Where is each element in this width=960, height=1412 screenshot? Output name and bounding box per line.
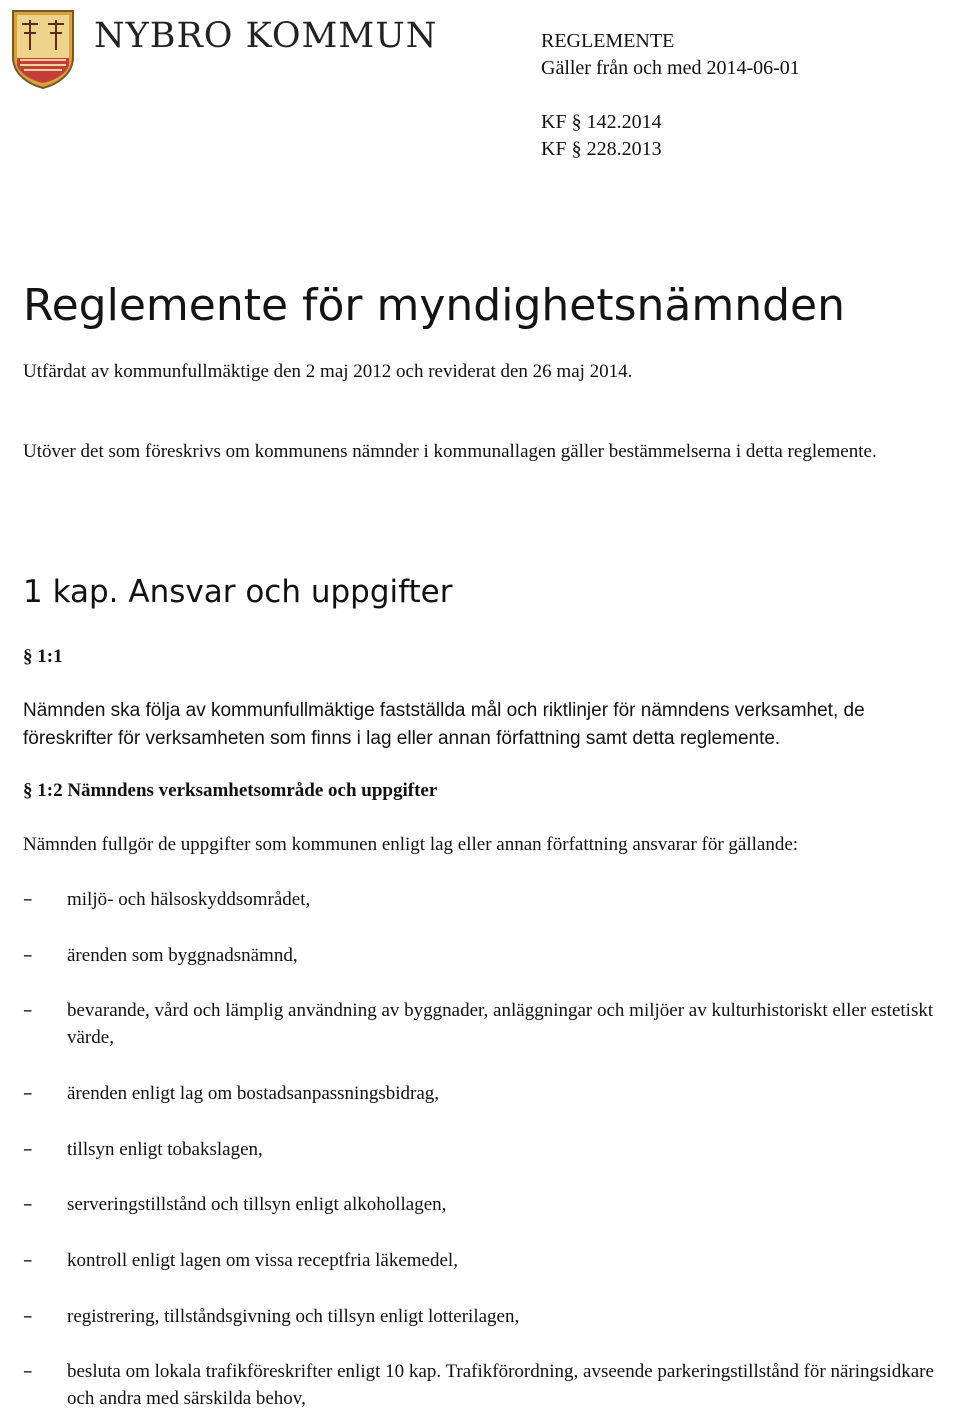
list-item-text: kontroll enligt lagen om vissa receptfria läkemedel, <box>67 1250 458 1271</box>
dash-icon: – <box>23 999 33 1021</box>
list-item-text: ärenden som byggnadsnämnd, <box>67 945 298 966</box>
reference-1: KF § 142.2014 <box>541 111 662 133</box>
section-1-2-heading: § 1:2 Nämndens verksamhetsområde och uppgifter <box>23 780 438 801</box>
dash-icon: – <box>23 1138 33 1160</box>
municipality-logo <box>10 8 440 90</box>
list-item-text: besluta om lokala trafikföreskrifter enligt 10 kap. Trafikförordning, avseende parkeringstillstånd för näringsidkare och andra med särskilda behov, <box>67 1361 934 1409</box>
section-1-2-body: Nämnden fullgör de uppgifter som kommunen enligt lag eller annan författning ansvarar för gällande: <box>23 834 799 855</box>
list-item-text: bevarande, vård och lämplig användning av byggnader, anläggningar och miljöer av kulturhistoriskt eller estetiskt värde, <box>67 1000 934 1048</box>
intro-paragraph-1: Utfärdat av kommunfullmäktige den 2 maj 2012 och reviderat den 26 maj 2014. <box>23 361 633 382</box>
dash-icon: – <box>23 1193 33 1215</box>
logo-wordmark: NYBRO KOMMUN <box>94 16 438 56</box>
dash-icon: – <box>23 1360 33 1382</box>
document-meta <box>541 28 901 163</box>
dash-icon: – <box>23 1249 33 1271</box>
page-title: Reglemente för myndighetsnämnden <box>23 280 845 331</box>
chapter-heading: 1 kap. Ansvar och uppgifter <box>23 574 453 610</box>
document-type: REGLEMENTE <box>541 30 675 52</box>
list-item-text: serveringstillstånd och tillsyn enligt alkohollagen, <box>67 1194 447 1215</box>
coat-of-arms-icon <box>10 8 76 90</box>
list-item-text: ärenden enligt lag om bostadsanpassningsbidrag, <box>67 1083 440 1104</box>
dash-icon: – <box>23 1305 33 1327</box>
meta-spacer <box>541 82 901 109</box>
list-item-text: miljö- och hälsoskyddsområdet, <box>67 889 311 910</box>
reference-2: KF § 228.2013 <box>541 138 662 160</box>
section-1-1-heading: § 1:1 <box>23 646 63 667</box>
intro-paragraph-2: Utöver det som föreskrivs om kommunens nämnder i kommunallagen gäller bestämmelserna i detta reglemente. <box>23 441 877 462</box>
dash-icon: – <box>23 944 33 966</box>
dash-icon: – <box>23 888 33 910</box>
valid-from-date: Gäller från och med 2014-06-01 <box>541 57 800 79</box>
dash-icon: – <box>23 1082 33 1104</box>
list-item-text: registrering, tillståndsgivning och tillsyn enligt lotterilagen, <box>67 1306 520 1327</box>
section-1-1-body: Nämnden ska följa av kommunfullmäktige fastställda mål och riktlinjer för nämndens verksamhet, de föreskrifter för verksamheten som finns i lag eller annan författning samt detta reglemente. <box>23 700 865 749</box>
list-item-text: tillsyn enligt tobakslagen, <box>67 1139 263 1160</box>
